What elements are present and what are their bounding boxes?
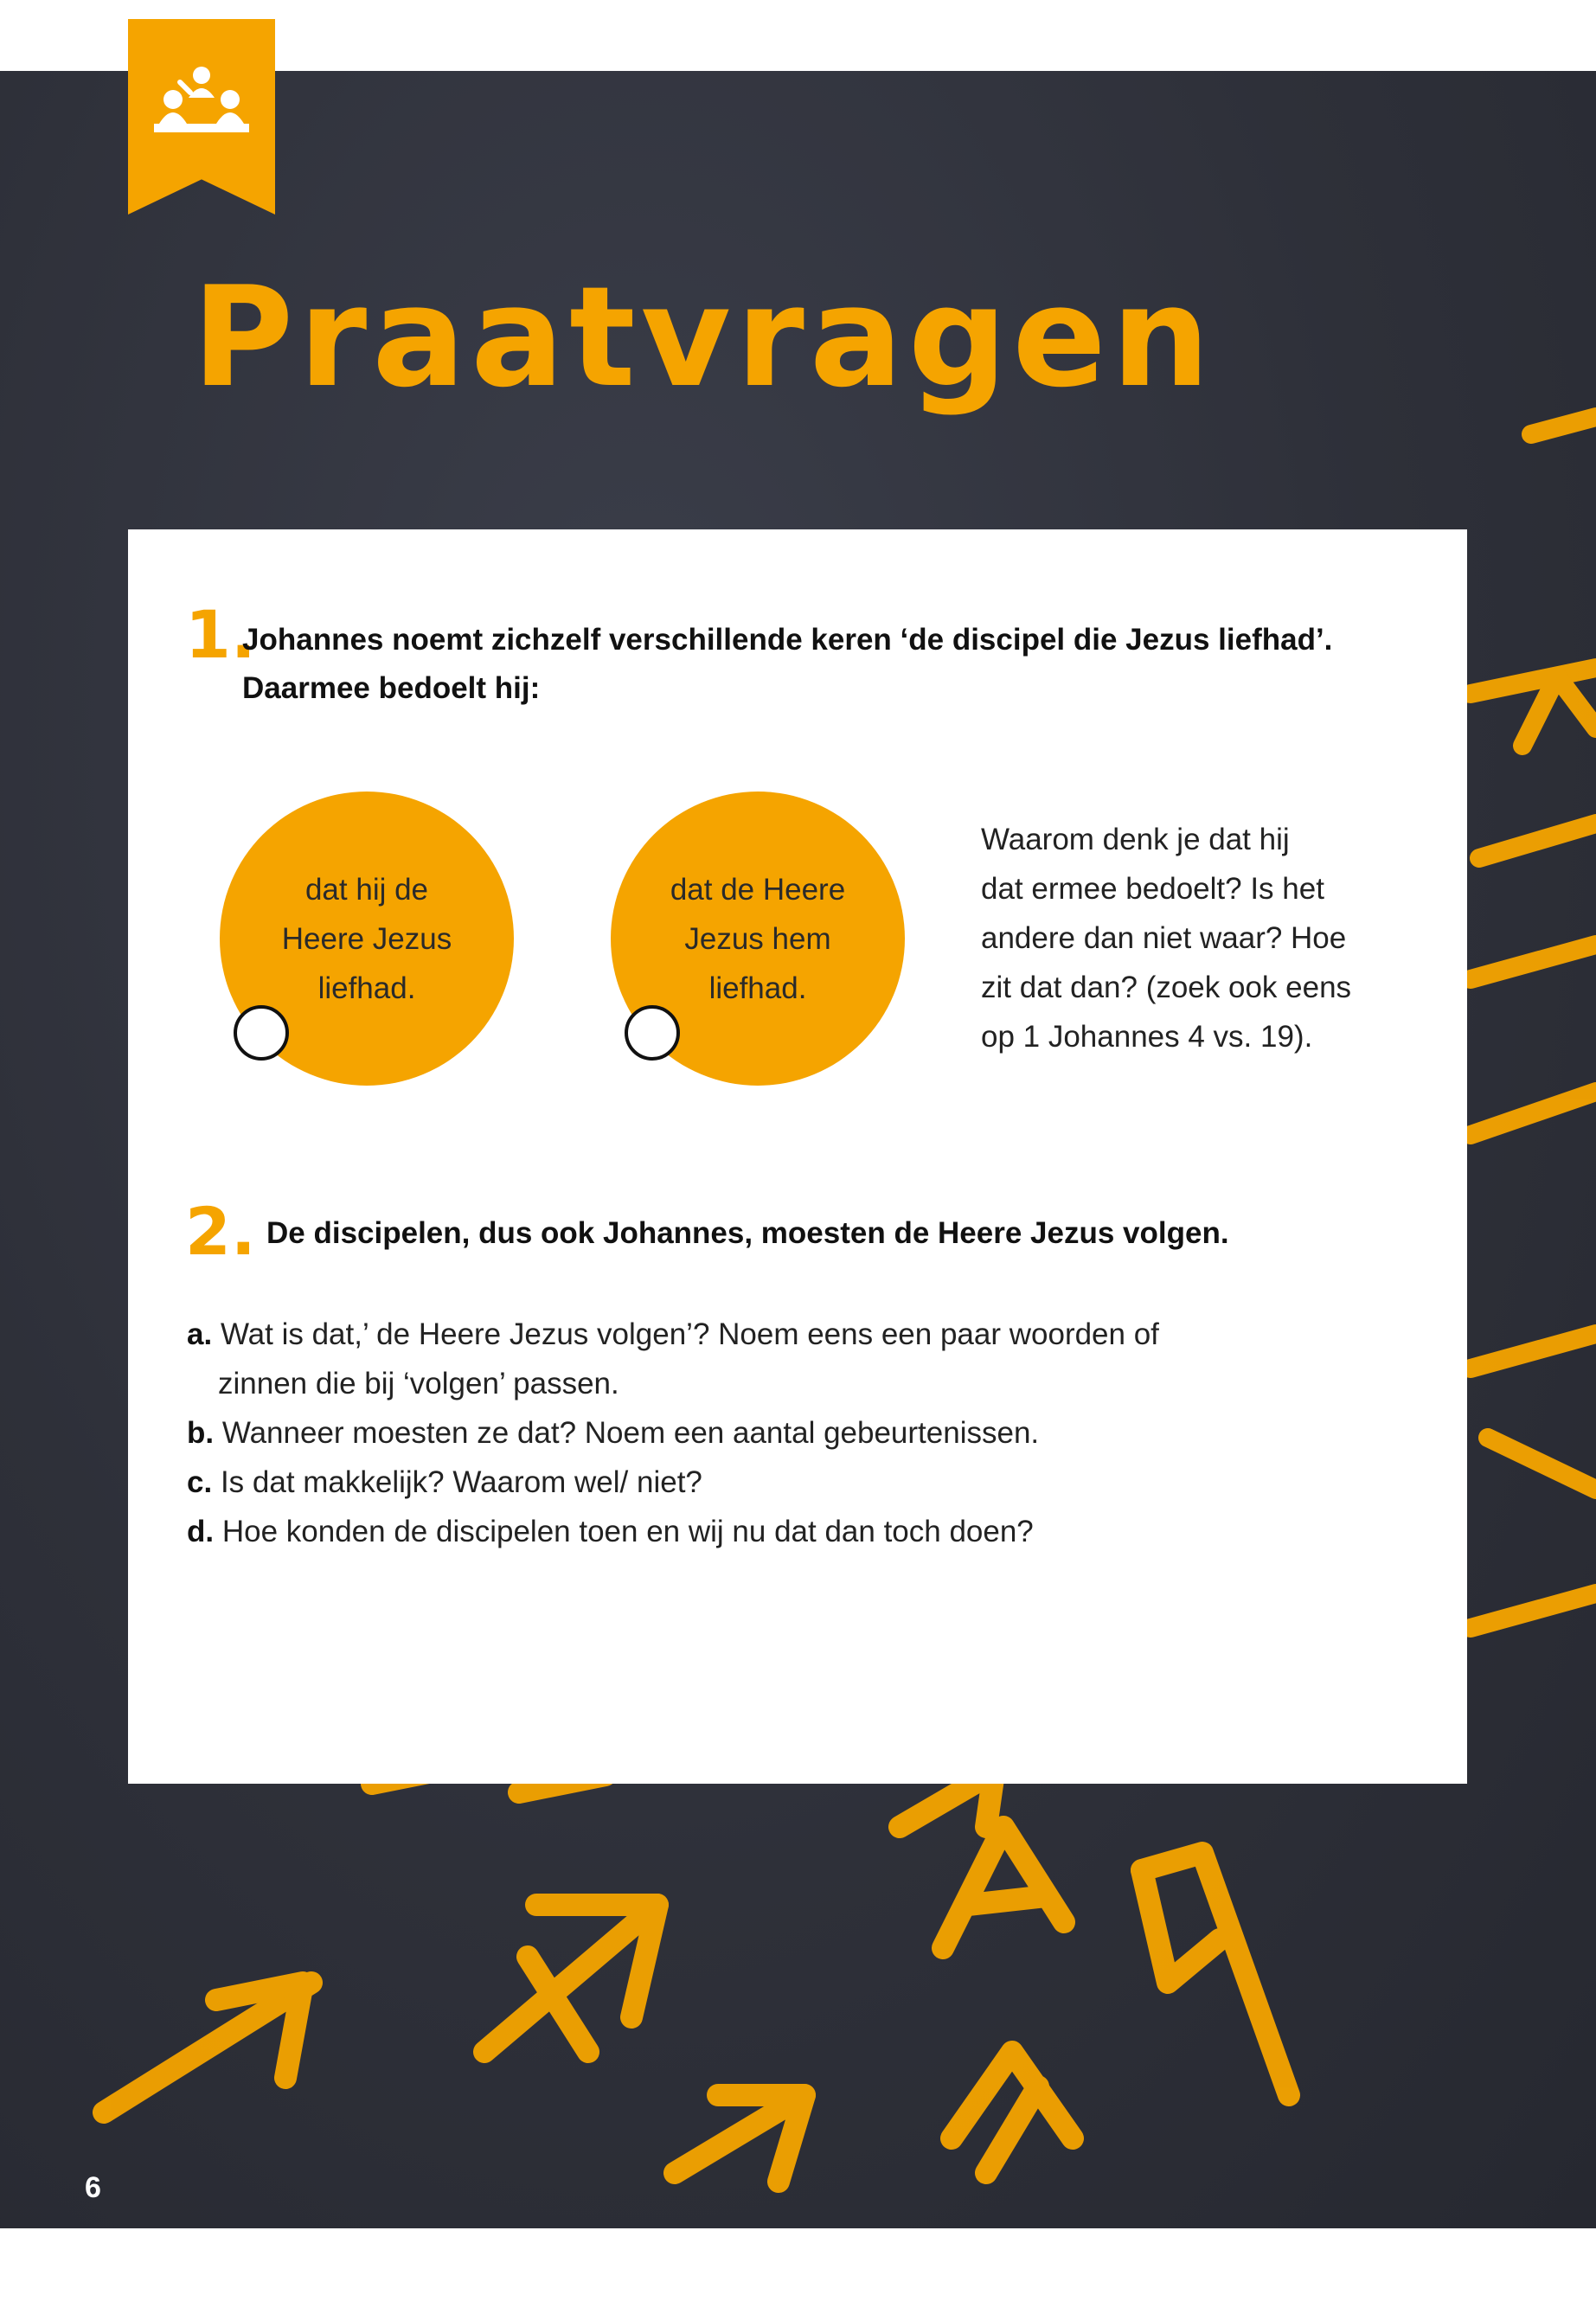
question-1-followup: [981, 815, 1396, 1061]
list-item-letter: d.: [187, 1515, 215, 1548]
list-item: [187, 1458, 1311, 1507]
question-2-list: [187, 1310, 1311, 1556]
question-1-text: [242, 616, 1436, 713]
question-1-number: 1.: [185, 596, 256, 673]
question-2-number: 2.: [185, 1193, 256, 1270]
list-item-letter: a.: [187, 1317, 213, 1351]
answer-option-2-line: liefhad.: [708, 971, 807, 1005]
answer-option-1-line: Heere Jezus: [281, 921, 452, 956]
answer-option-2-line: Jezus hem: [684, 921, 831, 956]
question-1-line-1: Johannes noemt zichzelf verschillende keren ‘de discipel die Jezus liefhad’.: [242, 623, 1333, 657]
list-item-text: Is dat makkelijk? Waarom wel/ niet?: [220, 1465, 702, 1499]
list-item-continuation: zinnen die bij ‘volgen’ passen.: [218, 1367, 619, 1400]
discussion-group-icon: [154, 67, 249, 136]
followup-line: Waarom denk je dat hij: [981, 823, 1290, 856]
torn-paper-edge: [128, 1691, 1467, 1786]
followup-line: andere dan niet waar? Hoe: [981, 921, 1347, 955]
list-item: [187, 1507, 1311, 1556]
answer-option-2-line: dat de Heere: [670, 872, 846, 907]
list-item-letter: b.: [187, 1416, 215, 1450]
followup-line: dat ermee bedoelt? Is het: [981, 872, 1324, 906]
page-number: 6: [85, 2171, 101, 2204]
question-1-line-2: Daarmee bedoelt hij:: [242, 671, 541, 705]
question-2-text: De discipelen, dus ook Johannes, moesten de Heere Jezus volgen.: [266, 1216, 1229, 1250]
list-item-text: Wanneer moesten ze dat? Noem een aantal gebeurtenissen.: [221, 1416, 1040, 1450]
followup-line: zit dat dan? (zoek ook eens: [981, 971, 1352, 1004]
list-item-text: Wat is dat,’ de Heere Jezus volgen’? Noem eens een paar woorden of: [220, 1317, 1159, 1351]
answer-option-1-line: liefhad.: [317, 971, 416, 1005]
page-title: Praatvragen: [192, 256, 1215, 418]
answer-option-1-radio[interactable]: [234, 1005, 289, 1061]
answer-option-1-line: dat hij de: [304, 872, 429, 907]
list-item-letter: c.: [187, 1465, 213, 1499]
question-card: [128, 529, 1467, 1784]
list-item: [187, 1310, 1311, 1359]
answer-option-2-radio[interactable]: [625, 1005, 680, 1061]
followup-line: op 1 Johannes 4 vs. 19).: [981, 1020, 1313, 1054]
list-item-text: Hoe konden de discipelen toen en wij nu dat dan toch doen?: [221, 1515, 1034, 1548]
list-item: [187, 1408, 1311, 1458]
